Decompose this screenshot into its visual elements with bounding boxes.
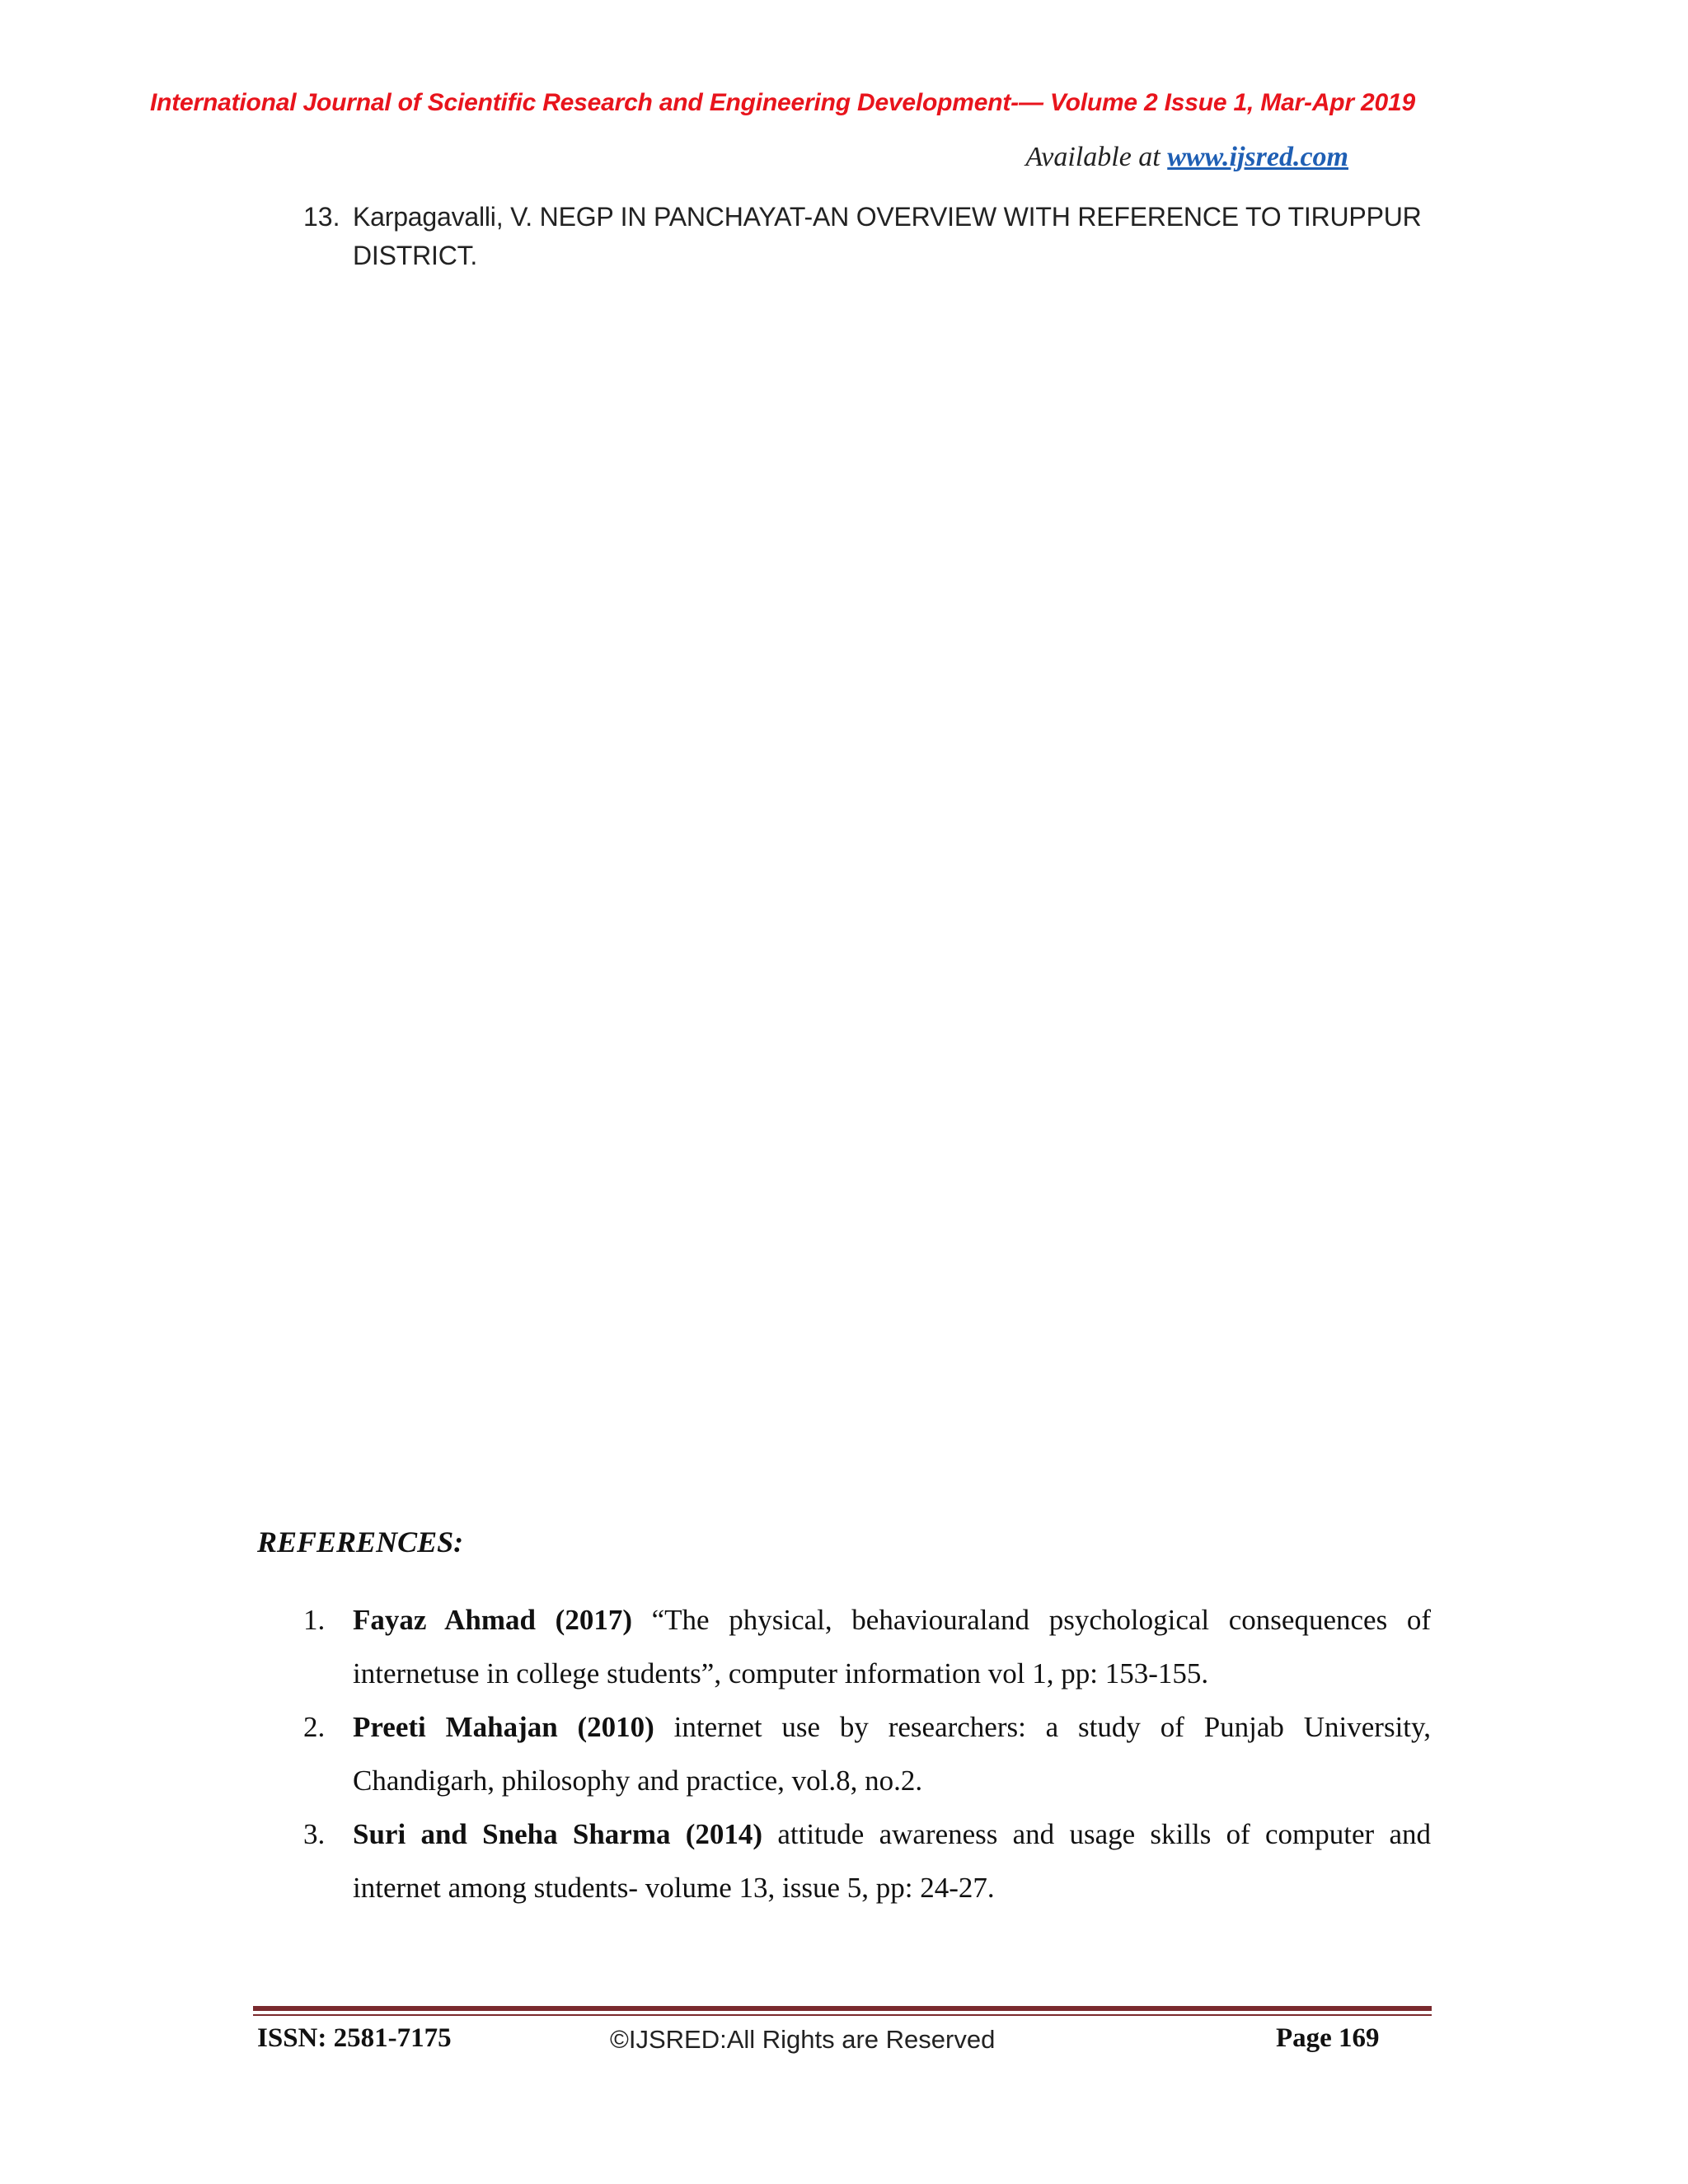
reference-number: 1. (303, 1604, 326, 1636)
reference-author: Fayaz Ahmad (2017) (353, 1604, 632, 1636)
continued-list-item (303, 198, 1431, 275)
list-item-text: Karpagavalli, V. NEGP IN PANCHAYAT-AN OVERVIEW WITH REFERENCE TO TIRUPPUR DISTRICT. (353, 202, 1422, 270)
footer-page-number: Page 169 (1276, 2023, 1380, 2053)
reference-text: “The physical, behaviouraland psychological consequences of internetuse in college students”, computer information vol 1, pp: 153-155. (353, 1604, 1432, 1690)
reference-author: Suri and Sneha Sharma (2014) (353, 1818, 763, 1850)
reference-number: 3. (303, 1818, 326, 1850)
reference-item (303, 1807, 1431, 1915)
reference-item (303, 1700, 1431, 1807)
footer-issn: ISSN: 2581-7175 (257, 2023, 452, 2053)
references-heading: REFERENCES: (257, 1526, 464, 1558)
site-link[interactable]: www.ijsred.com (1167, 142, 1348, 172)
reference-item (303, 1593, 1431, 1700)
reference-text: internet use by researchers: a study of Punjab University, Chandigarh, philosophy and practice, vol.8, no.2. (353, 1711, 1431, 1797)
reference-number: 2. (303, 1711, 326, 1743)
list-item-number: 13. (303, 202, 340, 232)
footer-divider-thick (253, 2006, 1432, 2011)
reference-text: attitude awareness and usage skills of computer and internet among students- volume 13, issue 5, pp: 24-27. (353, 1818, 1431, 1904)
reference-author: Preeti Mahajan (2010) (353, 1711, 654, 1743)
available-prefix: Available at (1025, 142, 1168, 172)
footer-copyright: ©IJSRED:All Rights are Reserved (610, 2025, 996, 2054)
availability-line (948, 142, 1348, 173)
references-list (303, 1593, 1431, 1915)
footer-divider-thin (253, 2014, 1432, 2016)
journal-title: International Journal of Scientific Research and Engineering Development-— Volume 2 Issue 1, Mar-Apr 2019 (150, 89, 1415, 116)
